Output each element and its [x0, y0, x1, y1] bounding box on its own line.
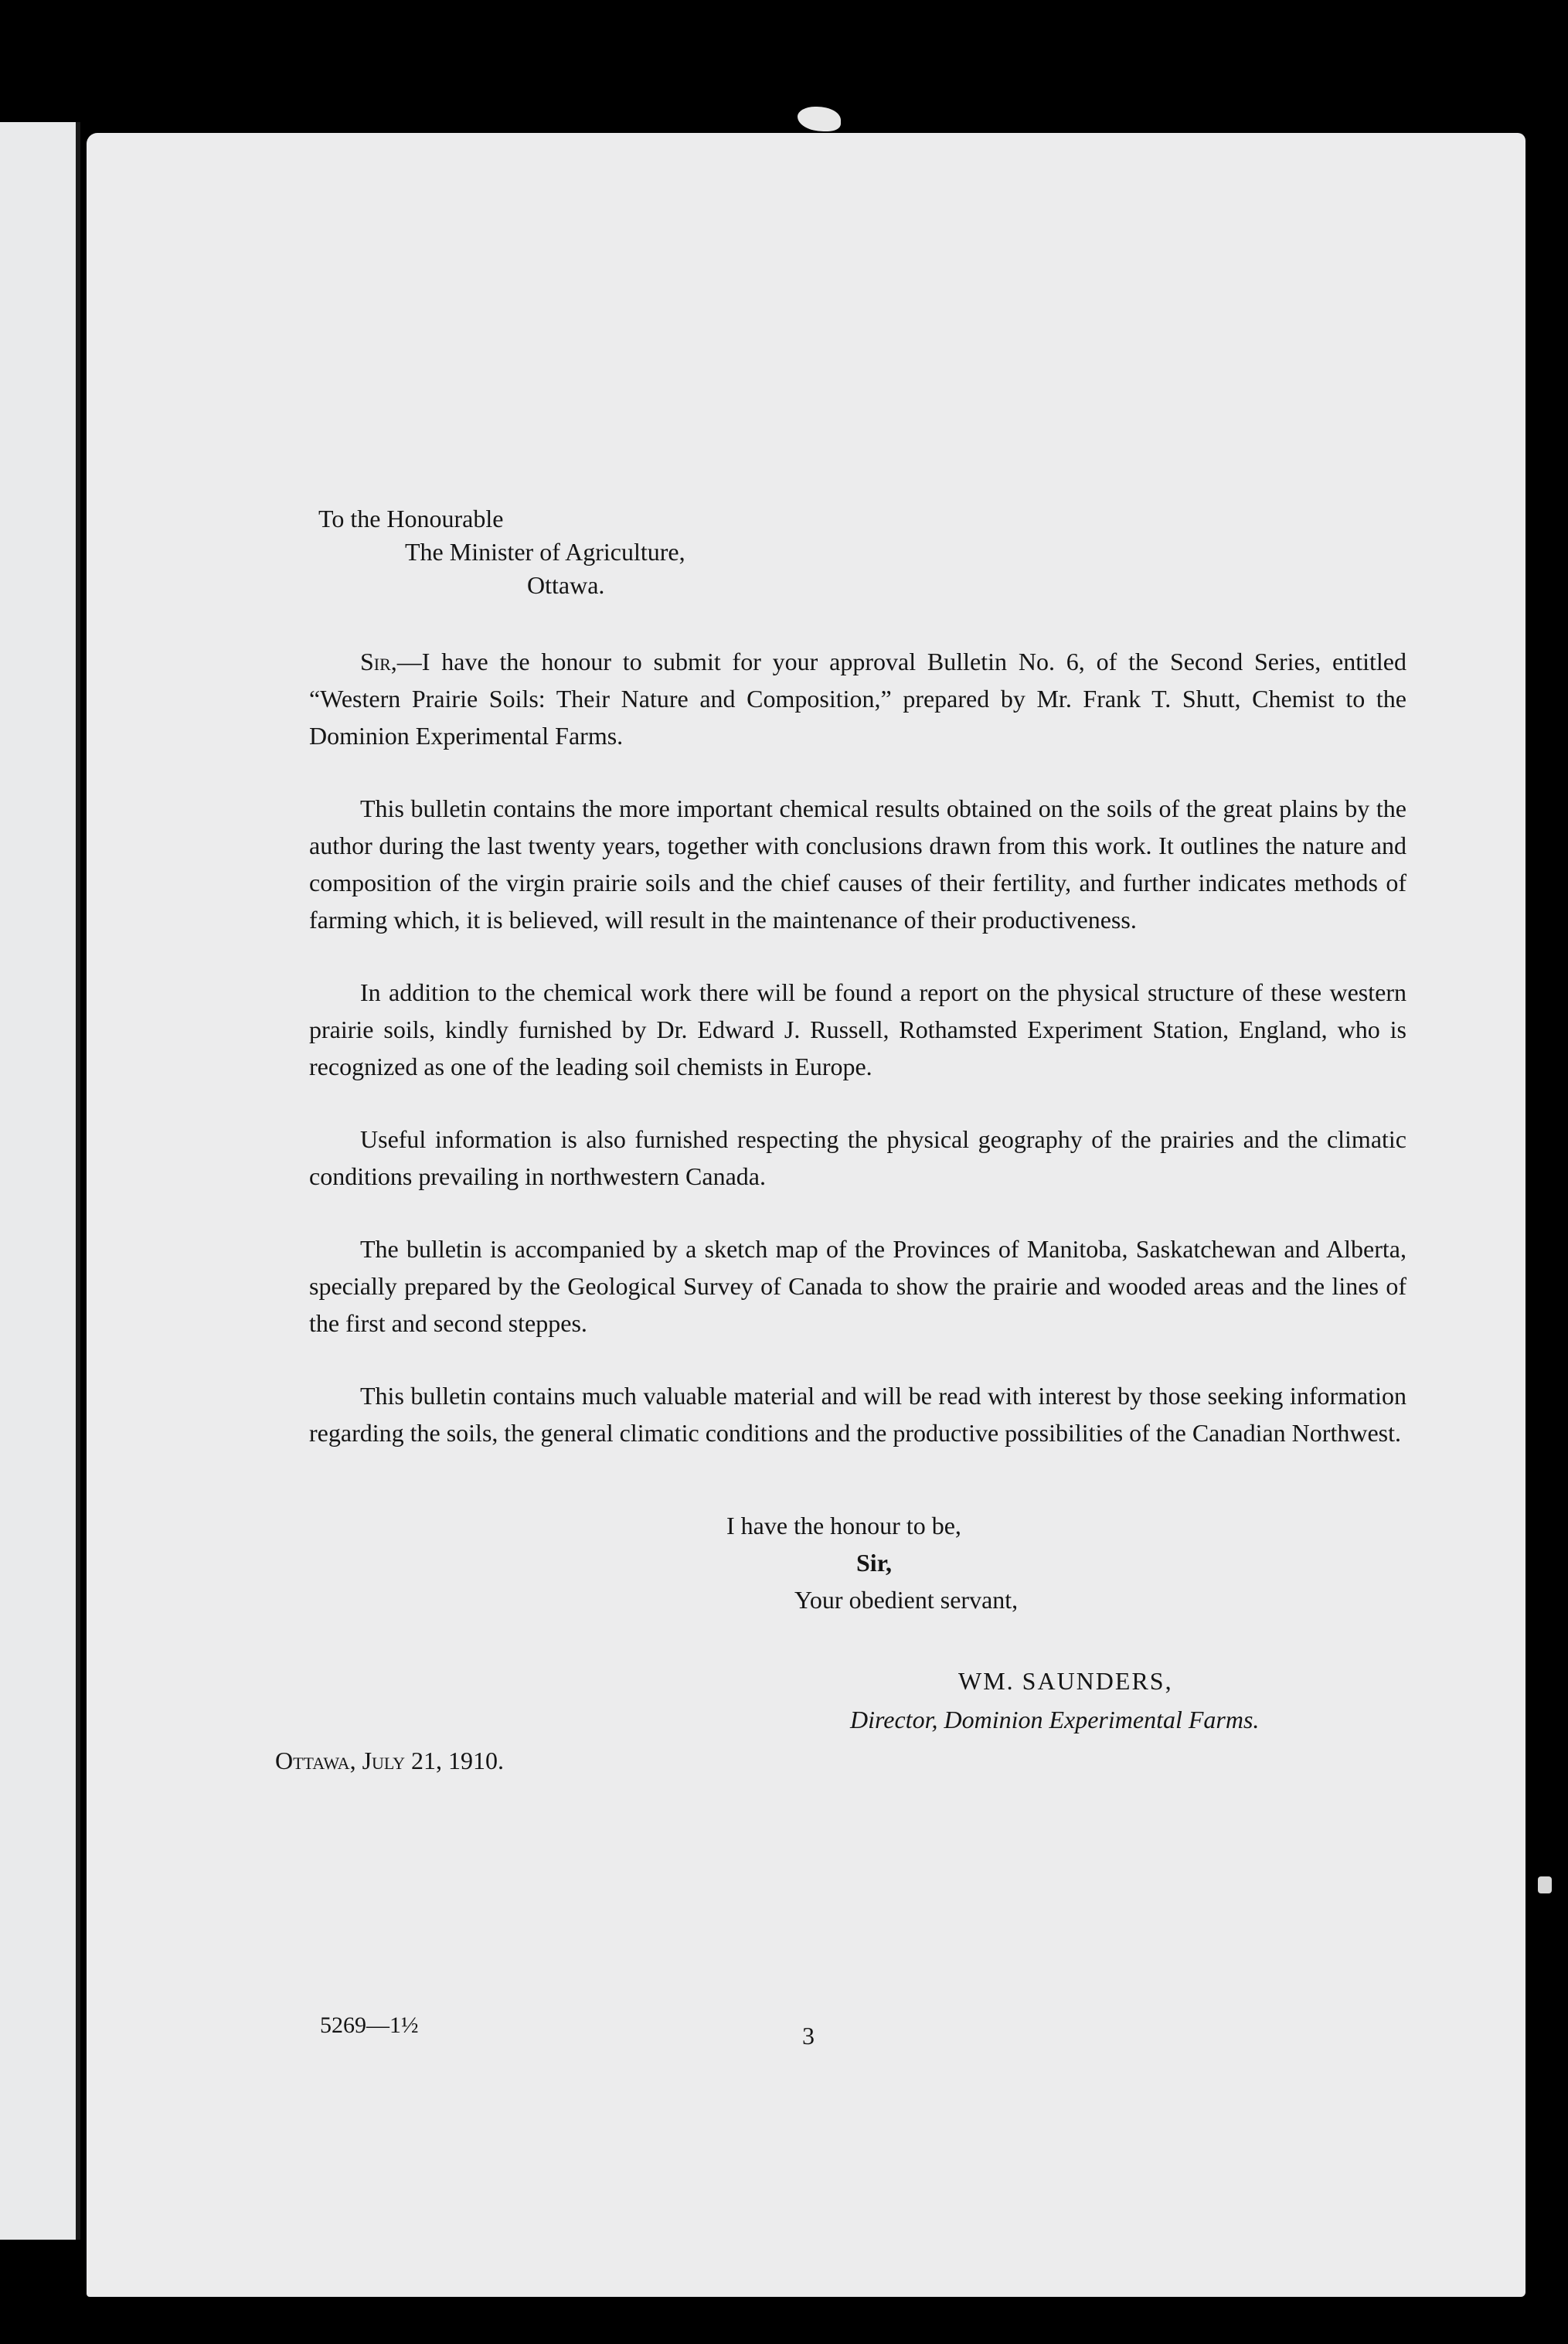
addressee-block: [318, 502, 685, 603]
previous-page-edge: [0, 122, 80, 2240]
letter-paragraph: This bulletin contains much valuable material and will be read with interest by those seeking information regarding the soils, the general climatic conditions and the productive possibilities of the Canadian Northwest.: [309, 1382, 1406, 1447]
closing-line: Sir,: [856, 1549, 892, 1577]
salutation: Sir,: [360, 648, 397, 675]
page-number: 3: [802, 2022, 815, 2050]
print-code: 5269—1½: [320, 2012, 419, 2038]
letter-paragraph: Useful information is also furnished respecting the physical geography of the prairies and the climatic conditions prevailing in northwestern Canada.: [309, 1125, 1406, 1190]
closing-line: Your obedient servant,: [794, 1586, 1019, 1614]
letter-paragraph: This bulletin contains the more important chemical results obtained on the soils of the great plains by the author during the last twenty years, together with conclusions drawn from this work. It outlines the nature and composition of the virgin prairie soils and the chief causes of their fertility, and further indicates methods of farming which, it is believed, will result in the maintenance of their productiveness.: [309, 794, 1406, 934]
addressee-line: Ottawa.: [527, 571, 605, 600]
signatory-title: Director, Dominion Experimental Farms.: [850, 1706, 1260, 1733]
letter-paragraph: The bulletin is accompanied by a sketch map of the Provinces of Manitoba, Saskatchewan and Alberta, specially prepared by the Geological Survey of Canada to show the prairie and wooded areas and the lines of the first and second steppes.: [309, 1235, 1406, 1337]
paragraph-text: —I have the honour to submit for your approval Bulletin No. 6, of the Second Series, entitled “Western Prairie Soils: Their Nature and Composition,” prepared by Mr. Frank T. Shutt, Chemist to the Dominion Experimental Farms.: [309, 648, 1406, 750]
addressee-line: To the Honourable: [318, 505, 504, 532]
closing-line: I have the honour to be,: [726, 1512, 961, 1539]
signature-block: [850, 1662, 1259, 1739]
letter-paragraph: In addition to the chemical work there will be found a report on the physical structure of these western prairie soils, kindly furnished by Dr. Edward J. Russell, Rothamsted Experiment Station, England, who is recognized as one of the leading soil chemists in Europe.: [309, 978, 1406, 1080]
addressee-line: The Minister of Agriculture,: [405, 538, 685, 566]
closing-block: [726, 1507, 1018, 1618]
letter-paragraph: [309, 643, 1406, 754]
letter-body: [309, 643, 1406, 1487]
signatory-name: WM. SAUNDERS,: [958, 1667, 1173, 1695]
dateline: Ottawa, July 21, 1910.: [275, 1747, 505, 1774]
scan-mark-right: [1538, 1876, 1552, 1893]
scan-mark: [798, 107, 841, 131]
